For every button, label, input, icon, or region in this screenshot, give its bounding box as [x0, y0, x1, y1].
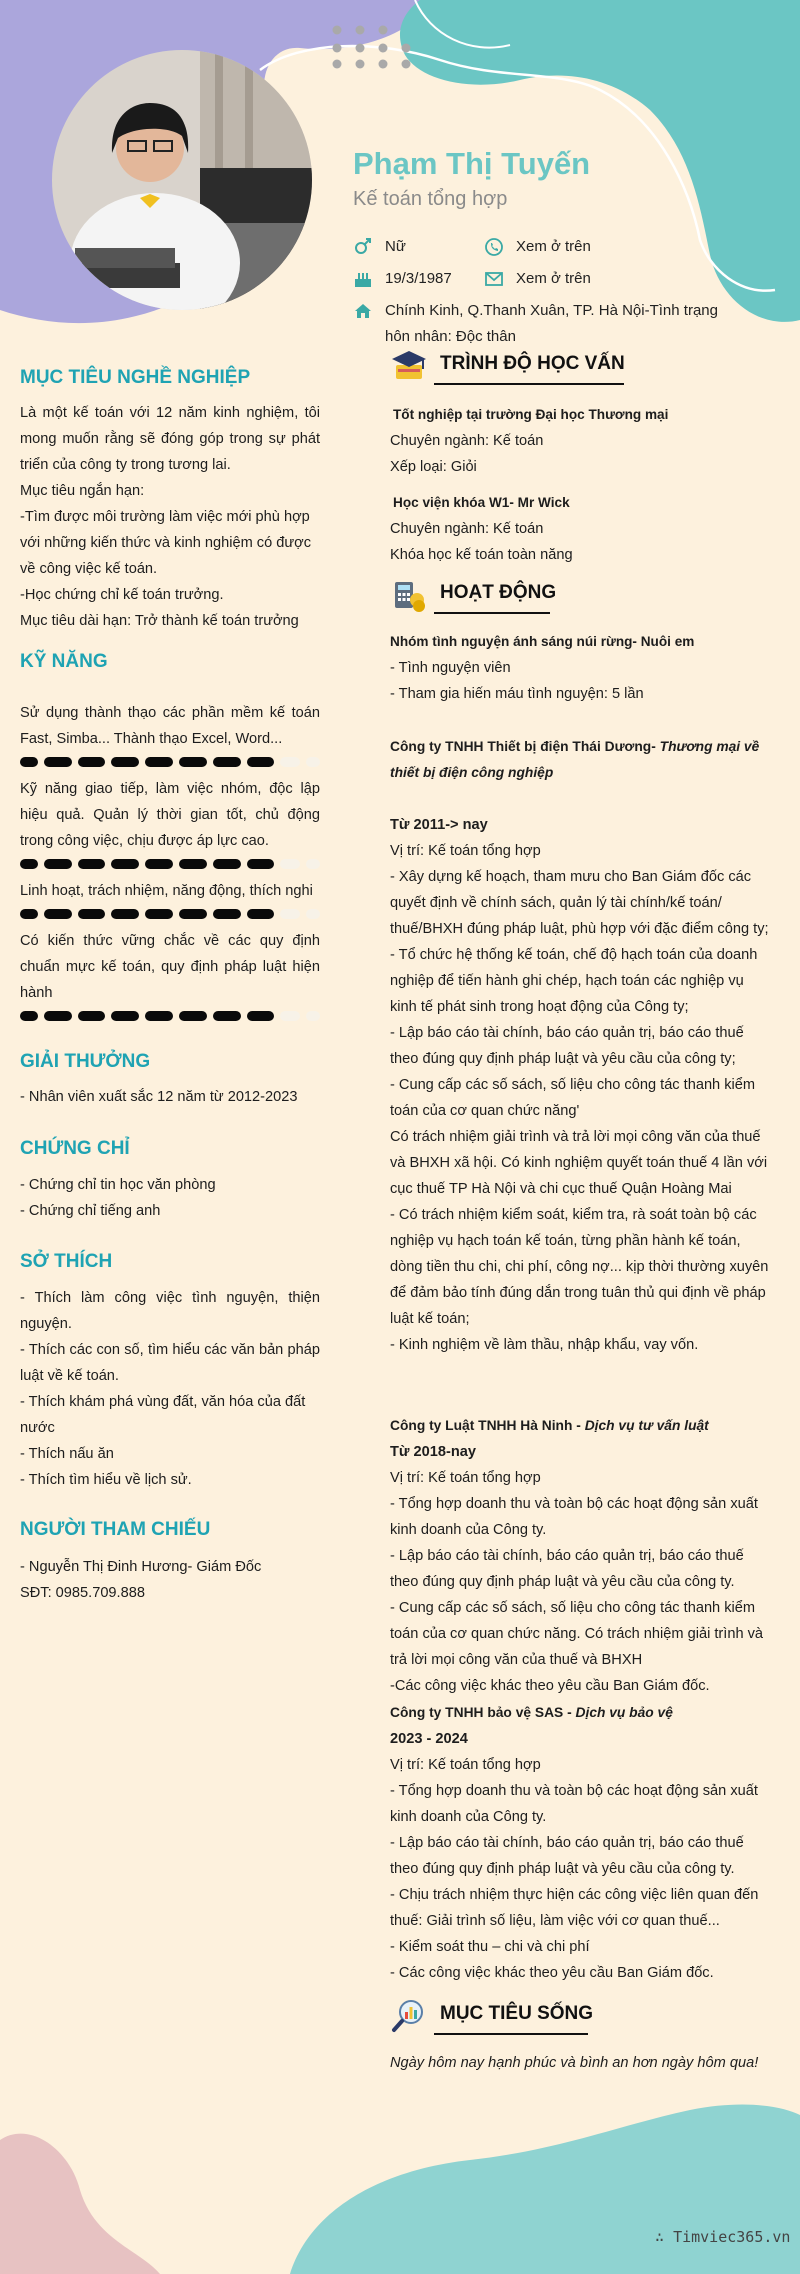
- job-field: Dịch vụ tư vấn luật: [584, 1418, 709, 1433]
- education-school: Học viện khóa W1- Mr Wick: [393, 495, 570, 510]
- education-underline: [434, 383, 624, 385]
- chart-magnifier-icon: [390, 1997, 428, 2035]
- gender-row: [353, 234, 493, 260]
- skill-level-bar: [20, 756, 320, 768]
- skill-item: Linh hoạt, trách nhiệm, năng động, thích nghi: [20, 883, 313, 899]
- objective-line: Mục tiêu ngắn hạn:: [20, 483, 145, 499]
- job-company: Công ty TNHH bảo vệ SAS -: [390, 1705, 572, 1720]
- objective-line: -Học chứng chỉ kế toán trưởng.: [20, 587, 224, 603]
- job-line: Vị trí: Kế toán tổng hợp: [390, 1470, 541, 1486]
- certificate-item: - Chứng chỉ tiếng anh: [20, 1203, 161, 1219]
- awards-body: [20, 1084, 320, 1110]
- job-company-line: [390, 1700, 770, 1726]
- gender-value: Nữ: [385, 238, 406, 255]
- email-row: [484, 266, 624, 292]
- birthday-value: 19/3/1987: [385, 270, 452, 287]
- education-major: Chuyên ngành: Kế toán: [390, 433, 544, 449]
- address-line-2: hôn nhân: Độc thân: [385, 328, 516, 345]
- life-goal-underline: [434, 2033, 588, 2035]
- job-line: - Tổ chức hệ thống kế toán, chế độ hạch toán của doanh nghiệp để tiến hành ghi chép, hạch toán các nghiệp vụ kinh tế phát sinh trong hoạt động của Công ty;: [390, 947, 758, 1015]
- job-line: - Tổng hợp doanh thu và toàn bộ các hoạt động sản xuất kinh doanh của Công ty.: [390, 1783, 758, 1825]
- objective-line: -Tìm được môi trường làm việc mới phù hợp với những kiến thức và kinh nghiệm có được về công việc kế toán.: [20, 509, 312, 577]
- address-row: [353, 298, 773, 350]
- job-company: Công ty TNHH Thiết bị điện Thái Dương-: [390, 739, 656, 754]
- hobby-item: - Thích tìm hiểu về lịch sử.: [20, 1472, 192, 1488]
- candidate-position: Kế toán tổng hợp: [353, 188, 508, 210]
- job-line: - Kinh nghiệm về làm thầu, nhập khẩu, vay vốn.: [390, 1337, 699, 1353]
- job-line: - Lập báo cáo tài chính, báo cáo quản trị, báo cáo thuế theo đúng quy định pháp luật và yêu cầu của công ty.: [390, 1548, 744, 1590]
- job-company-line: [390, 734, 770, 786]
- job-period: Từ 2011-> nay: [390, 817, 488, 833]
- skill-item: Kỹ năng giao tiếp, làm việc nhóm, độc lập hiệu quả. Quản lý thời gian tốt, chủ động trong công việc, chịu được áp lực cao.: [20, 781, 320, 849]
- certificates-body: [20, 1172, 320, 1224]
- reference-item: SĐT: 0985.709.888: [20, 1585, 145, 1601]
- job-line: -Các công việc khác theo yêu cầu Ban Giám đốc.: [390, 1678, 710, 1694]
- address-line-1: Chính Kinh, Q.Thanh Xuân, TP. Hà Nội-Tình trạng: [385, 302, 718, 319]
- references-body: [20, 1554, 320, 1606]
- activities-heading: [390, 576, 770, 616]
- job-line: Vị trí: Kế toán tổng hợp: [390, 1757, 541, 1773]
- job-line: - Tổng hợp doanh thu và toàn bộ các hoạt động sản xuất kinh doanh của Công ty.: [390, 1496, 758, 1538]
- job-company: Công ty Luật TNHH Hà Ninh -: [390, 1418, 581, 1433]
- life-goal-body: [390, 2050, 770, 2076]
- hobbies-body: [20, 1285, 320, 1493]
- skills-list: [20, 700, 320, 1030]
- life-goal-title: MỤC TIÊU SỐNG: [440, 2003, 594, 2024]
- phone-value: Xem ở trên: [516, 238, 591, 255]
- objective-body: [20, 400, 320, 634]
- candidate-name: Phạm Thị Tuyến: [353, 146, 591, 181]
- activities-title: HOẠT ĐỘNG: [440, 582, 557, 603]
- skill-item: Có kiến thức vững chắc về các quy định chuẩn mực kế toán, quy định pháp luật hiện hành: [20, 933, 320, 1001]
- hobby-item: - Thích các con số, tìm hiểu các văn bản pháp luật về kế toán.: [20, 1342, 320, 1384]
- skill-item: Sử dụng thành thạo các phần mềm kế toán Fast, Simba... Thành thạo Excel, Word...: [20, 705, 320, 747]
- hobbies-title: SỞ THÍCH: [20, 1251, 113, 1272]
- objective-title: MỤC TIÊU NGHỀ NGHIỆP: [20, 367, 251, 388]
- skill-level-bar: [20, 858, 320, 870]
- job-period: 2023 - 2024: [390, 1731, 468, 1747]
- objective-line: Là một kế toán với 12 năm kinh nghiệm, tôi mong muốn rằng sẽ đóng góp trong sự phát triển của công ty trong tương lai.: [20, 405, 320, 473]
- objective-line: Mục tiêu dài hạn: Trở thành kế toán trưởng: [20, 613, 299, 629]
- activity-item: - Tình nguyện viên: [390, 660, 511, 676]
- skill-level-bar: [20, 908, 320, 920]
- job-2: [390, 1413, 770, 1699]
- job-field: Dịch vụ bảo vệ: [575, 1705, 673, 1720]
- job-line: - Xây dựng kế hoạch, tham mưu cho Ban Giám đốc các quyết định về chính sách, quản lý tài chính/kế toán/ thuế/BHXH đúng pháp luật, phù hợp với đặc điểm công ty;: [390, 869, 769, 937]
- brand-text: Timviec365.vn: [673, 2228, 791, 2246]
- education-school: Tốt nghiệp tại trường Đại học Thương mại: [393, 407, 669, 422]
- activity-group: Nhóm tình nguyện ánh sáng núi rừng- Nuôi em: [390, 634, 695, 649]
- job-line: Vị trí: Kế toán tổng hợp: [390, 843, 541, 859]
- calculator-icon: [390, 576, 428, 614]
- education-detail: Khóa học kế toán toàn năng: [390, 547, 573, 563]
- footer-brand: [655, 2228, 790, 2246]
- job-1: [390, 734, 770, 1358]
- dots-decoration: [325, 22, 435, 72]
- references-title: NGƯỜI THAM CHIẾU: [20, 1519, 211, 1540]
- certificates-title: CHỨNG CHỈ: [20, 1138, 130, 1159]
- job-line: - Cung cấp các số sách, số liệu cho công tác thanh kiểm toán của cơ quan chức năng. Có trách nhiệm giải trình và trả lời mọi công văn của thuế và BHXH: [390, 1600, 764, 1668]
- education-detail: Xếp loại: Giỏi: [390, 459, 477, 475]
- job-line: Có trách nhiệm giải trình và trả lời mọi công văn của thuế và BHXH xã hội. Có kinh nghiệm quyết toán thuế 4 lần với cục thuế TP Hà Nội và chi cục thuế Quận Hoàng Mai: [390, 1129, 768, 1197]
- gender-icon: [353, 237, 373, 257]
- job-line: - Lập báo cáo tài chính, báo cáo quản trị, báo cáo thuế theo đúng quy định pháp luật và yêu cầu của công ty;: [390, 1025, 744, 1067]
- email-value: Xem ở trên: [516, 270, 591, 287]
- hobby-item: - Thích làm công việc tình nguyện, thiện nguyện.: [20, 1290, 320, 1332]
- skills-title: KỸ NĂNG: [20, 651, 108, 672]
- job-company-line: [390, 1413, 770, 1439]
- life-goal-heading: [390, 1997, 770, 2037]
- life-goal-text: Ngày hôm nay hạnh phúc và bình an hơn ngày hôm qua!: [390, 2055, 759, 2071]
- award-item: - Nhân viên xuất sắc 12 năm từ 2012-2023: [20, 1089, 298, 1105]
- job-line: - Kiểm soát thu – chi và chi phí: [390, 1939, 590, 1955]
- activities-body: [390, 629, 770, 707]
- job-period: Từ 2018-nay: [390, 1444, 477, 1460]
- activities-underline: [434, 612, 550, 614]
- job-3: [390, 1700, 770, 1986]
- education-major: Chuyên ngành: Kế toán: [390, 521, 544, 537]
- reference-item: - Nguyễn Thị Đinh Hương- Giám Đốc: [20, 1559, 262, 1575]
- awards-title: GIẢI THƯỞNG: [20, 1051, 151, 1072]
- job-line: - Chịu trách nhiệm thực hiện các công việc liên quan đến thuế: Giải trình số liệu, làm việc với cơ quan thuế...: [390, 1887, 759, 1929]
- job-field: Thương mại về thiết bị điện công nghiệp: [390, 739, 760, 780]
- graduation-cap-icon: [390, 347, 428, 385]
- birthday-row: [353, 266, 493, 292]
- education-body: [390, 402, 770, 568]
- hobby-item: - Thích khám phá vùng đất, văn hóa của đất nước: [20, 1394, 306, 1436]
- job-line: - Có trách nhiệm kiểm soát, kiểm tra, rà soát toàn bộ các nghiệp vụ hạch toán kế toán, từng phần hành kế toán, dòng tiền thu chi, chi phí, công nợ... kịp thời thường xuyên để đảm bảo tính đúng dắn trong tuân thủ qui định về pháp luật kế toán;: [390, 1207, 769, 1327]
- activity-item: - Tham gia hiến máu tình nguyện: 5 lần: [390, 686, 644, 702]
- birthday-icon: [353, 269, 373, 289]
- brand-dots-icon: ∴: [655, 2228, 674, 2246]
- job-line: - Cung cấp các số sách, số liệu cho công tác thanh kiểm toán của cơ quan chức năng': [390, 1077, 756, 1119]
- phone-row: [484, 234, 624, 260]
- avatar: [50, 48, 315, 313]
- job-line: - Các công việc khác theo yêu cầu Ban Giám đốc.: [390, 1965, 714, 1981]
- certificate-item: - Chứng chỉ tin học văn phòng: [20, 1177, 216, 1193]
- education-title: TRÌNH ĐỘ HỌC VẤN: [440, 353, 625, 374]
- hobby-item: - Thích nấu ăn: [20, 1446, 114, 1462]
- education-heading: [390, 347, 770, 387]
- home-icon: [353, 301, 373, 321]
- job-line: - Lập báo cáo tài chính, báo cáo quản trị, báo cáo thuế theo đúng quy định pháp luật và yêu cầu của công ty.: [390, 1835, 744, 1877]
- skill-level-bar: [20, 1010, 320, 1022]
- email-icon: [484, 269, 504, 289]
- phone-icon: [484, 237, 504, 257]
- footer-decoration: [0, 2100, 800, 2274]
